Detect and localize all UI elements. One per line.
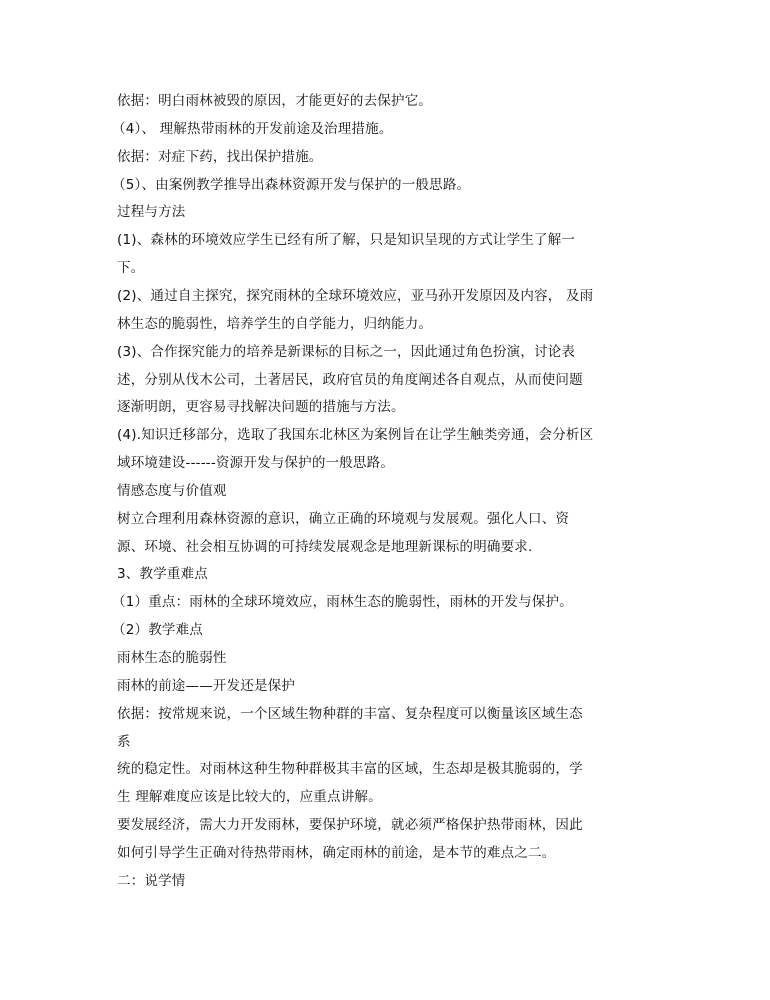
text-line: （1）重点：雨林的全球环境效应，雨林生态的脆弱性，雨林的开发与保护。: [112, 594, 573, 610]
text-line: 源、环境、社会相互协调的可持续发展观念是地理新课标的明确要求.: [117, 539, 533, 555]
text-line: 树立合理利用森林资源的意识，确立正确的环境观与发展观。强化人口、资: [117, 511, 570, 527]
text-line: 生 理解难度应该是比较大的，应重点讲解。: [117, 789, 382, 805]
text-line: 述，分别从伐木公司，土著居民，政府官员的角度阐述各自观点，从而使问题: [117, 372, 583, 388]
text-line: (3)、合作探究能力的培养是新课标的目标之一，因此通过角色扮演，讨论表: [117, 344, 576, 360]
text-line: 如何引导学生正确对待热带雨林，确定雨林的前途，是本节的难点之二。: [117, 845, 556, 861]
text-line: （2）教学难点: [112, 622, 203, 638]
text-line: 林生态的脆弱性，培养学生的自学能力，归纳能力。: [117, 316, 433, 332]
section-heading: 过程与方法: [117, 204, 186, 220]
section-heading: 二：说学情: [117, 873, 186, 889]
text-line: 要发展经济，需大力开发雨林，要保护环境，就必须严格保护热带雨林，因此: [117, 817, 583, 833]
text-line: 系: [117, 734, 131, 750]
text-line: 依据：明白雨林被毁的原因，才能更好的去保护它。: [117, 93, 433, 109]
text-line: 雨林生态的脆弱性: [117, 650, 227, 666]
text-line: (4).知识迁移部分，选取了我国东北林区为案例旨在让学生触类旁通，会分析区: [117, 427, 594, 443]
text-line: 域环境建设------资源开发与保护的一般思路。: [117, 455, 395, 471]
section-heading: 3、教学重难点: [117, 566, 208, 582]
text-line: 下。: [117, 260, 145, 276]
section-heading: 情感态度与价值观: [117, 483, 227, 499]
text-line: (2)、通过自主探究，探究雨林的全球环境效应，亚马孙开发原因及内容， 及雨: [117, 288, 594, 304]
text-line: 雨林的前途——开发还是保护: [117, 678, 296, 694]
text-line: (1)、森林的环境效应学生已经有所了解，只是知识呈现的方式让学生了解一: [117, 232, 576, 248]
text-line: 统的稳定性。对雨林这种生物种群极其丰富的区域，生态却是极其脆弱的，学: [117, 761, 583, 777]
text-line: （5）、由案例教学推导出森林资源开发与保护的一般思路。: [112, 177, 471, 193]
text-line: （4）、 理解热带雨林的开发前途及治理措施。: [112, 121, 393, 137]
text-line: 逐渐明朗，更容易寻找解决问题的措施与方法。: [117, 399, 405, 415]
text-line: 依据：按常规来说，一个区域生物种群的丰富、复杂程度可以衡量该区域生态: [117, 706, 583, 722]
text-line: 依据：对症下药，找出保护措施。: [117, 149, 323, 165]
